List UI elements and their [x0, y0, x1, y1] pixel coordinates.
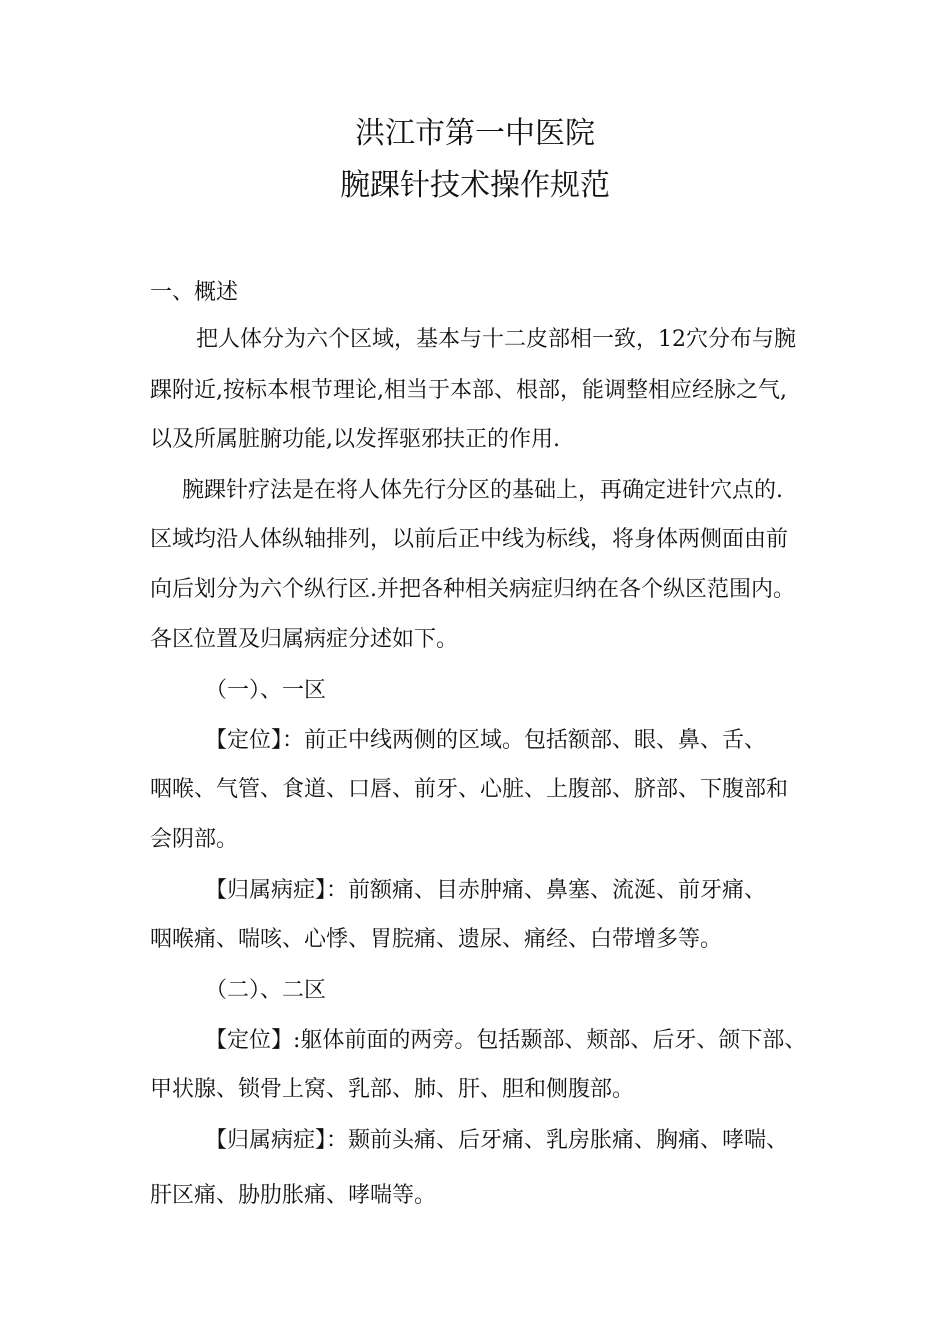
paragraph-line: 肝区痛、胁肋胀痛、哮喘等。	[150, 1183, 437, 1208]
paragraph-line: 踝附近,按标本根节理论,相当于本部、根部，能调整相应经脉之气,	[150, 378, 787, 403]
subsection-heading: （一）、一区	[205, 678, 327, 703]
paragraph-line: 【定位】:躯体前面的两旁。包括颞部、颊部、后牙、颌下部、	[205, 1028, 807, 1053]
section-heading: 一、概述	[150, 280, 239, 305]
paragraph-line: 腕踝针疗法是在将人体先行分区的基础上，再确定进针穴点的.	[182, 478, 783, 503]
paragraph-line: 【归属病症】：颞前头痛、后牙痛、乳房胀痛、胸痛、哮喘、	[205, 1128, 789, 1153]
paragraph-line: 各区位置及归属病症分述如下。	[150, 627, 459, 652]
subsection-heading: （二）、二区	[205, 978, 327, 1003]
paragraph-line: 咽喉、气管、食道、口唇、前牙、心脏、上腹部、脐部、下腹部和	[150, 777, 789, 802]
paragraph-line: 【归属病症】：前额痛、目赤肿痛、鼻塞、流涎、前牙痛、	[205, 878, 767, 903]
paragraph-line: 把人体分为六个区域，基本与十二皮部相一致，12穴分布与腕	[196, 327, 796, 352]
paragraph-line: 【定位】：前正中线两侧的区域。包括额部、眼、鼻、舌、	[205, 728, 767, 753]
paragraph-line: 向后划分为六个纵行区.并把各种相关病症归纳在各个纵区范围内。	[150, 577, 795, 602]
paragraph-line: 会阴部。	[150, 827, 239, 852]
hospital-title: 洪江市第一中医院	[355, 116, 595, 151]
paragraph-line: 区域均沿人体纵轴排列，以前后正中线为标线，将身体两侧面由前	[150, 527, 789, 552]
paragraph-line: 甲状腺、锁骨上窝、乳部、肺、肝、胆和侧腹部。	[150, 1077, 635, 1102]
document-title: 腕踝针技术操作规范	[340, 168, 610, 203]
paragraph-line: 咽喉痛、喘咳、心悸、胃脘痛、遗尿、痛经、白带增多等。	[150, 927, 723, 952]
paragraph-line: 以及所属脏腑功能,以发挥驱邪扶正的作用.	[150, 427, 560, 452]
